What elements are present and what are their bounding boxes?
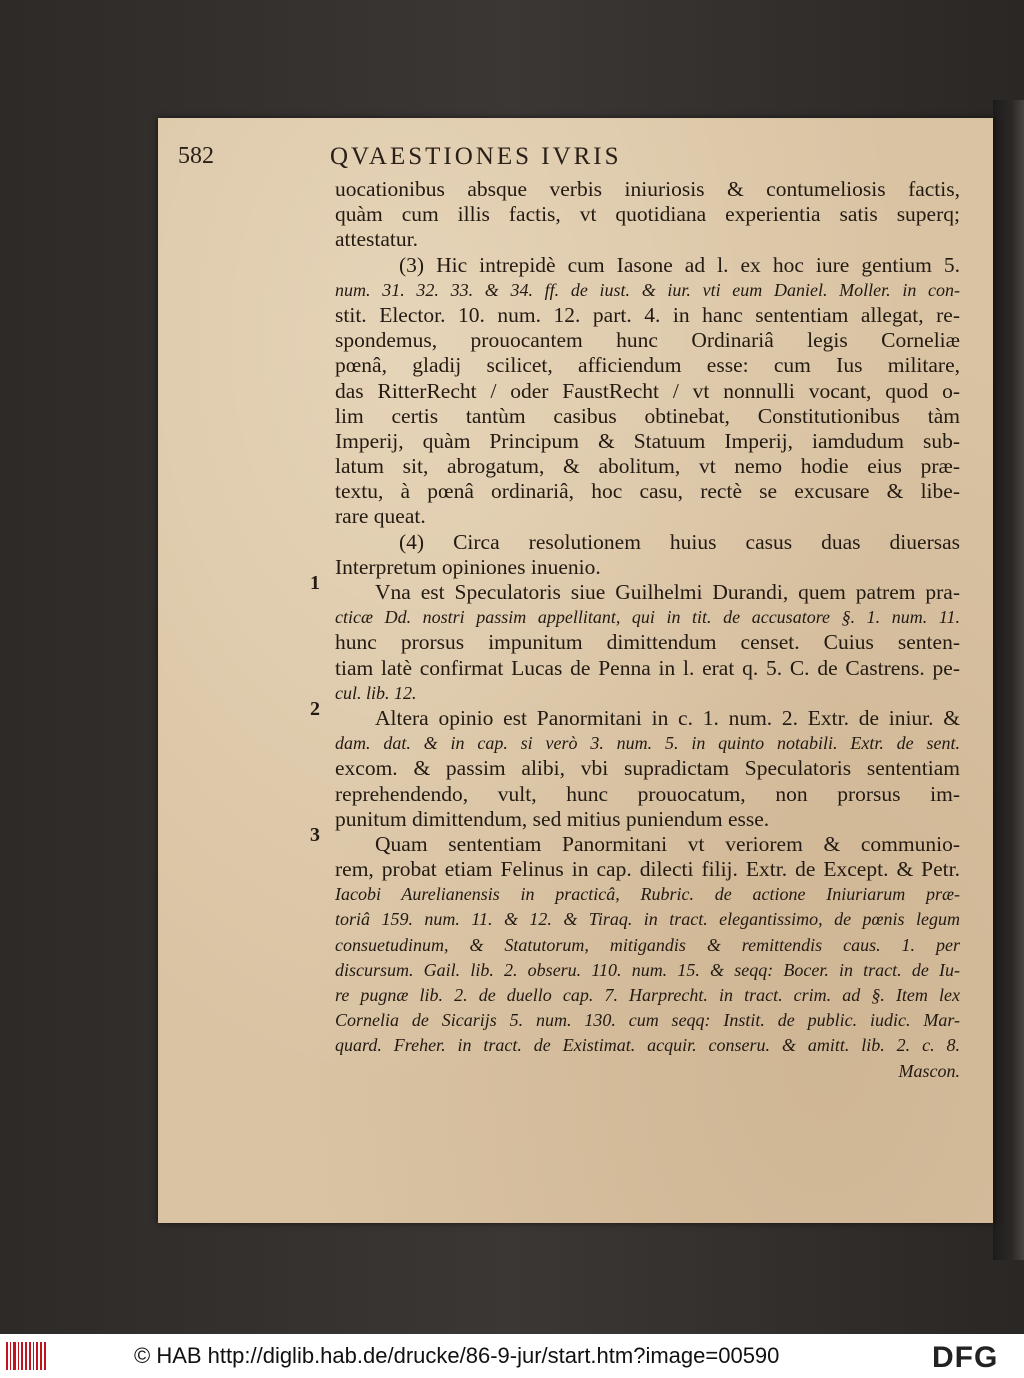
- margin-number-2: 2: [310, 698, 320, 720]
- margin-number-3: 3: [310, 824, 320, 846]
- text-line: reprehendendo, vult, hunc prouocatum, non prorsus im-: [335, 781, 960, 806]
- text-line: num. 31. 32. 33. & 34. ff. de iust. & iur. vti eum Daniel. Moller. in con-: [335, 279, 960, 300]
- text-line: das RitterRecht / oder FaustRecht / vt nonnulli vocant, quod o-: [335, 378, 960, 403]
- text-line: Cornelia de Sicarijs 5. num. 130. cum seqq: Instit. de public. iudic. Mar-: [335, 1010, 960, 1031]
- text-line: toriâ 159. num. 11. & 12. & Tiraq. in tract. elegantissimo, de pœnis legum: [335, 909, 960, 930]
- text-line: discursum. Gail. lib. 2. obseru. 110. num. 15. & seqq: Bocer. in tract. de Iu-: [335, 959, 960, 980]
- text-line: Altera opinio est Panormitani in c. 1. num. 2. Extr. de iniur. &: [375, 705, 960, 730]
- running-title: QVAESTIONES IVRIS: [330, 143, 622, 170]
- page-number: 582: [178, 143, 214, 169]
- text-line: Imperij, quàm Principum & Statuum Imperij, iamdudum sub-: [335, 428, 960, 453]
- text-line: cticæ Dd. nostri passim appellitant, qui in tit. de accusatore §. 1. num. 11.: [335, 607, 960, 628]
- margin-number-1: 1: [310, 572, 320, 594]
- text-line: stit. Elector. 10. num. 12. part. 4. in hanc sententiam allegat, re-: [335, 302, 960, 327]
- text-line: Iacobi Aurelianensis in practicâ, Rubric. de actione Iniuriarum præ-: [335, 884, 960, 905]
- text-line: uocationibus absque verbis iniuriosis & contumeliosis factis,: [335, 177, 960, 201]
- page-header: [178, 143, 958, 177]
- text-line: punitum dimittendum, sed mitius puniendum esse.: [335, 806, 770, 831]
- text-line: dam. dat. & in cap. si verò 3. num. 5. in quinto notabili. Extr. de sent.: [335, 733, 960, 754]
- text-line: consuetudinum, & Statutorum, mitigandis & remittendis caus. 1. per: [335, 934, 960, 955]
- text-line: tiam latè confirmat Lucas de Penna in l. erat q. 5. C. de Castrens. pe-: [335, 655, 960, 680]
- text-line: rem, probat etiam Felinus in cap. dilecti filij. Extr. de Except. & Petr.: [335, 857, 960, 882]
- text-line: hunc prorsus impunitum dimittendum censet. Cuius senten-: [335, 630, 960, 655]
- text-line: lim certis tantùm casibus obtinebat, Constitutionibus tàm: [335, 403, 960, 428]
- viewer-footer: [0, 1334, 1024, 1378]
- text-line: latum sit, abrogatum, & abolitum, vt nemo hodie eius præ-: [335, 454, 960, 479]
- text-line: cul. lib. 12.: [335, 682, 417, 703]
- text-line: (4) Circa resolutionem huius casus duas diuersas: [399, 529, 960, 554]
- text-line: (3) Hic intrepidè cum Iasone ad l. ex hoc iure gentium 5.: [399, 252, 960, 277]
- text-line: spondemus, prouocantem hunc Ordinariâ legis Corneliæ: [335, 328, 960, 353]
- catchword: Mascon.: [898, 1060, 960, 1081]
- dfg-logo: DFG: [932, 1341, 999, 1374]
- text-line: rare queat.: [335, 504, 426, 529]
- text-line: Interpretum opiniones inuenio.: [335, 554, 601, 579]
- text-line: Quam sententiam Panormitani vt veriorem & communio-: [375, 831, 960, 856]
- book-edge: [993, 100, 1024, 1260]
- text-line: Vna est Speculatoris siue Guilhelmi Durandi, quem patrem pra-: [375, 580, 960, 604]
- text-line: attestatur.: [335, 227, 418, 252]
- text-line: excom. & passim alibi, vbi supradictam Speculatoris sententiam: [335, 756, 960, 781]
- text-line: quàm cum illis factis, vt quotidiana experientia satis superq;: [335, 202, 960, 227]
- text-line: re pugnæ lib. 2. de duello cap. 7. Harprecht. in tract. crim. ad §. Item lex: [335, 985, 960, 1005]
- text-line: pœnâ, gladij scilicet, afficiendum esse: cum Ius militare,: [335, 353, 960, 378]
- text-line: textu, à pœnâ ordinariâ, hoc casu, rectè se excusare & libe-: [335, 479, 960, 504]
- barcode-icon: [6, 1342, 46, 1370]
- body-text: [335, 177, 960, 1084]
- copyright-link[interactable]: © HAB http://diglib.hab.de/drucke/86-9-jur/start.htm?image=00590: [134, 1343, 780, 1368]
- text-line: quard. Freher. in tract. de Existimat. acquir. conseru. & amitt. lib. 2. c. 8.: [335, 1035, 960, 1056]
